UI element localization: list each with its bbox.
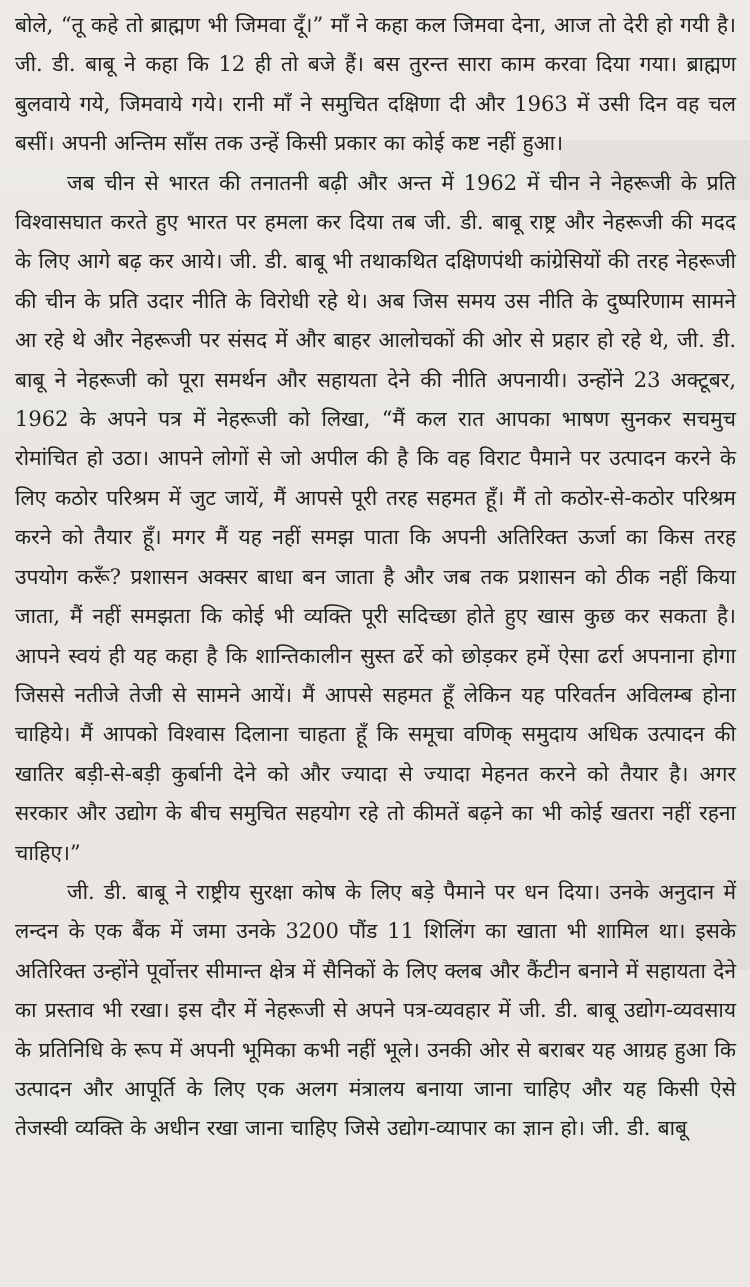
paragraph-1: बोले, “तू कहे तो ब्राह्मण भी जिमवा दूँ।” माँ ने कहा कल जिमवा देना, आज तो देरी हो गयी है। जी. डी. बाबू ने कहा कि 12 ही तो बजे हैं। बस तुरन्त सारा काम करवा दिया गया। ब्राह्मण बुलवाये गये, जिमवाये गये। रानी माँ ने समुचित दक्षिणा दी और 1963 में उसी दिन वह चल बसीं। अपनी अन्तिम साँस तक उन्हें किसी प्रकार का कोई कष्ट नहीं हुआ। bbox=[15, 13, 736, 156]
paragraph-2: जब चीन से भारत की तनातनी बढ़ी और अन्त में 1962 में चीन ने नेहरूजी के प्रति विश्वासघात करते हुए भारत पर हमला कर दिया तब जी. डी. बाबू राष्ट्र और नेहरूजी की मदद के लिए आगे बढ़ कर आये। जी. डी. बाबू भी तथाकथित दक्षिणपंथी कांग्रेसियों की तरह नेहरूजी की चीन के प्रति उदार नीति के विरोधी रहे थे। अब जिस समय उस नीति के दुष्परिणाम सामने आ रहे थे और नेहरूजी पर संसद में और बाहर आलोचकों की ओर से प्रहार हो रहे थे, जी. डी. बाबू ने नेहरूजी को पूरा समर्थन और सहायता देने की नीति अपनायी। उन्होंने 23 अक्टूबर, 1962 के अपने पत्र में नेहरूजी को लिखा, “मैं कल रात आपका भाषण सुनकर सचमुच रोमांचित हो उठा। आपने लोगों से जो अपील की है कि वह विराट पैमाने पर उत्पादन करने के लिए कठोर परिश्रम में जुट जायें, मैं आपसे पूरी तरह सहमत हूँ। मैं तो कठोर-से-कठोर परिश्रम करने को तैयार हूँ। मगर मैं यह नहीं समझ पाता कि अपनी अतिरिक्त ऊर्जा का किस तरह उपयोग करूँ? प्रशासन अक्सर बाधा बन जाता है और जब तक प्रशासन को ठीक नहीं किया जाता, मैं नहीं समझता कि कोई भी व्यक्ति पूरी सदिच्छा होते हुए खास कुछ कर सकता है। आपने स्वयं ही यह कहा है कि शान्तिकालीन सुस्त ढर्रे को छोड़कर हमें ऐसा ढर्रा अपनाना होगा जिससे नतीजे तेजी से सामने आयें। मैं आपसे सहमत हूँ लेकिन यह परिवर्तन अविलम्ब होना चाहिये। मैं आपको विश्वास दिलाना चाहता हूँ कि समूचा वणिक् समुदाय अधिक उत्पादन की खातिर बड़ी-से-बड़ी कुर्बानी देने को और ज्यादा से ज्यादा मेहनत करने को तैयार है। अगर सरकार और उद्योग के बीच समुचित सहयोग रहे तो कीमतें बढ़ने का भी कोई खतरा नहीं रहना चाहिए।” bbox=[15, 170, 736, 865]
paragraph-3: जी. डी. बाबू ने राष्ट्रीय सुरक्षा कोष के लिए बड़े पैमाने पर धन दिया। उनके अनुदान में लन्दन के एक बैंक में जमा उनके 3200 पौंड 11 शिलिंग का खाता भी शामिल था। इसके अतिरिक्त उन्होंने पूर्वोत्तर सीमान्त क्षेत्र में सैनिकों के लिए क्लब और कैंटीन बनाने में सहायता देने का प्रस्ताव भी रखा। इस दौर में नेहरूजी से अपने पत्र-व्यवहार में जी. डी. बाबू उद्योग-व्यवसाय के प्रतिनिधि के रूप में अपनी भूमिका कभी नहीं भूले। उनकी ओर से बराबर यह आग्रह हुआ कि उत्पादन और आपूर्ति के लिए एक अलग मंत्रालय बनाया जाना चाहिए और यह किसी ऐसे तेजस्वी व्यक्ति के अधीन रखा जाना चाहिए जिसे उद्योग-व्यापार का ज्ञान हो। जी. डी. बाबू bbox=[15, 879, 736, 1141]
